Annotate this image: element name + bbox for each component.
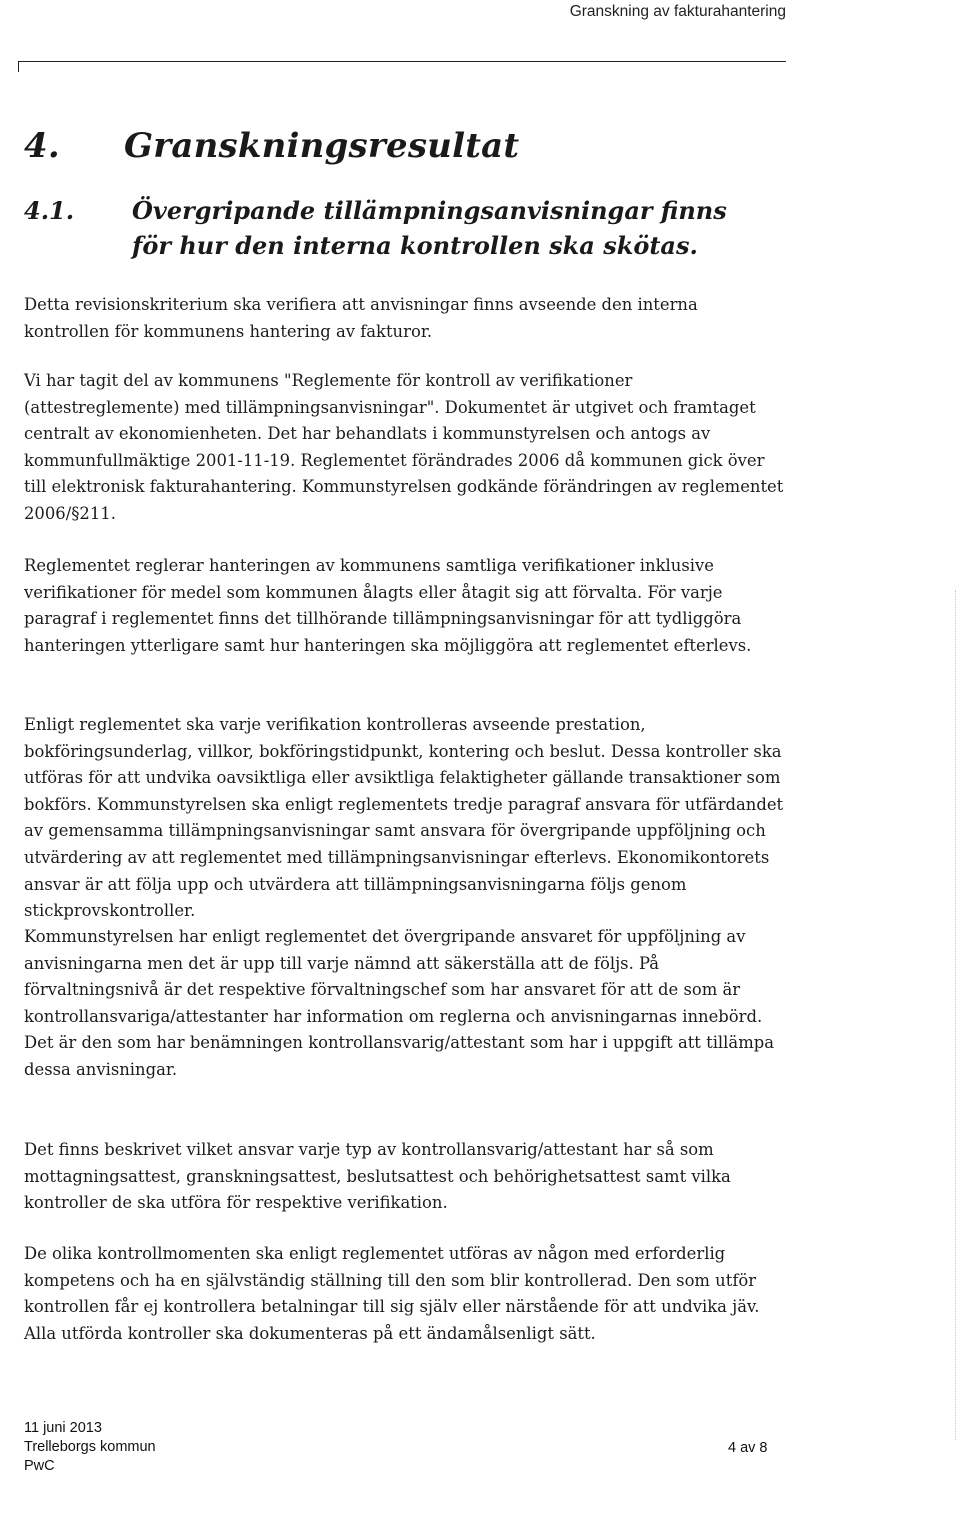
section-title: Granskningsresultat	[124, 126, 520, 166]
footer-firm: PwC	[24, 1458, 55, 1474]
body-paragraph	[24, 924, 784, 1084]
paragraph-text: Detta revisionskriterium ska verifiera att anvisningar finns avseende den interna kontrollen för kommunens hantering av fakturor.	[24, 295, 698, 341]
footer-date: 11 juni 2013	[24, 1420, 102, 1436]
paragraph-text: Kommunstyrelsen har enligt reglementet det övergripande ansvaret för uppföljning av anvisningarna men det är upp till varje nämnd att säkerställa att de följs. På förvaltningsnivå är det respektive förvaltningschef som har ansvaret för att de som är kontrollansvariga/attestanter har information om reglerna och anvisningarnas innebörd. Det är den som har benämningen kontrollansvarig/attestant som har i uppgift att tillämpa dessa anvisningar.	[24, 927, 774, 1079]
body-paragraph	[24, 1241, 784, 1347]
body-paragraph	[24, 368, 784, 528]
body-paragraph	[24, 712, 784, 925]
body-paragraph	[24, 292, 784, 345]
paragraph-text: Reglementet reglerar hanteringen av kommunens samtliga verifikationer inklusive verifikationer för medel som kommunen ålagts eller åtagit sig att förvalta. För varje paragraf i reglementet finns det tillhörande tillämpningsanvisningar för att tydliggöra hanteringen ytterligare samt hur hanteringen ska möjliggöra att reglementet efterlevs.	[24, 556, 752, 655]
paragraph-text: Enligt reglementet ska varje verifikation kontrolleras avseende prestation, bokföringsunderlag, villkor, bokföringstidpunkt, kontering och beslut. Dessa kontroller ska utföras för att undvika oavsiktliga eller avsiktliga felaktigheter gällande transaktioner som bokförs. Kommunstyrelsen ska enligt reglementets tredje paragraf ansvara för utfärdandet av gemensamma tillämpningsanvisningar samt ansvara för övergripande uppföljning och utvärdering av att reglementet med tillämpningsanvisningar efterlevs. Ekonomikontorets ansvar är att följa upp och utvärdera att tillämpningsanvisningarna följs genom stickprovskontroller.	[24, 715, 784, 921]
section-number: 4.	[24, 126, 60, 166]
subsection-title: Övergripande tillämpningsanvisningar finns för hur den interna kontrollen ska skötas.	[132, 196, 727, 260]
running-header-title: Granskning av fakturahantering	[569, 3, 786, 20]
header-rule-tick	[18, 61, 19, 72]
body-paragraph	[24, 1137, 784, 1217]
scan-margin-line	[955, 590, 956, 1440]
body-paragraph	[24, 553, 784, 659]
paragraph-text: Det finns beskrivet vilket ansvar varje typ av kontrollansvarig/attestant har så som mottagningsattest, granskningsattest, beslutsattest och behörighetsattest samt vilka kontroller de ska utföra för respektive verifikation.	[24, 1140, 731, 1213]
subsection-number: 4.1.	[24, 196, 75, 225]
paragraph-text: Vi har tagit del av kommunens "Reglemente för kontroll av verifikationer (attestreglemente) med tillämpningsanvisningar". Dokumentet är utgivet och framtaget centralt av ekonomienheten. Det har behandlats i kommunstyrelsen och antogs av kommunfullmäktige 2001-11-19. Reglementet förändrades 2006 då kommunen gick över till elektronisk fakturahantering. Kommunstyrelsen godkände förändringen av reglementet 2006/§211.	[24, 371, 784, 523]
section-heading	[24, 126, 519, 166]
subsection-heading	[24, 193, 772, 263]
footer-organization: Trelleborgs kommun	[24, 1439, 156, 1455]
paragraph-text: De olika kontrollmomenten ska enligt reglementet utföras av någon med erforderlig kompetens och ha en självständig ställning till den som blir kontrollerad. Den som utför kontrollen får ej kontrollera betalningar till sig själv eller närstående för att undvika jäv. Alla utförda kontroller ska dokumenteras på ett ändamålsenligt sätt.	[24, 1244, 760, 1343]
page-number: 4 av 8	[728, 1440, 768, 1456]
page-footer	[24, 1419, 156, 1476]
header-rule	[18, 61, 786, 62]
